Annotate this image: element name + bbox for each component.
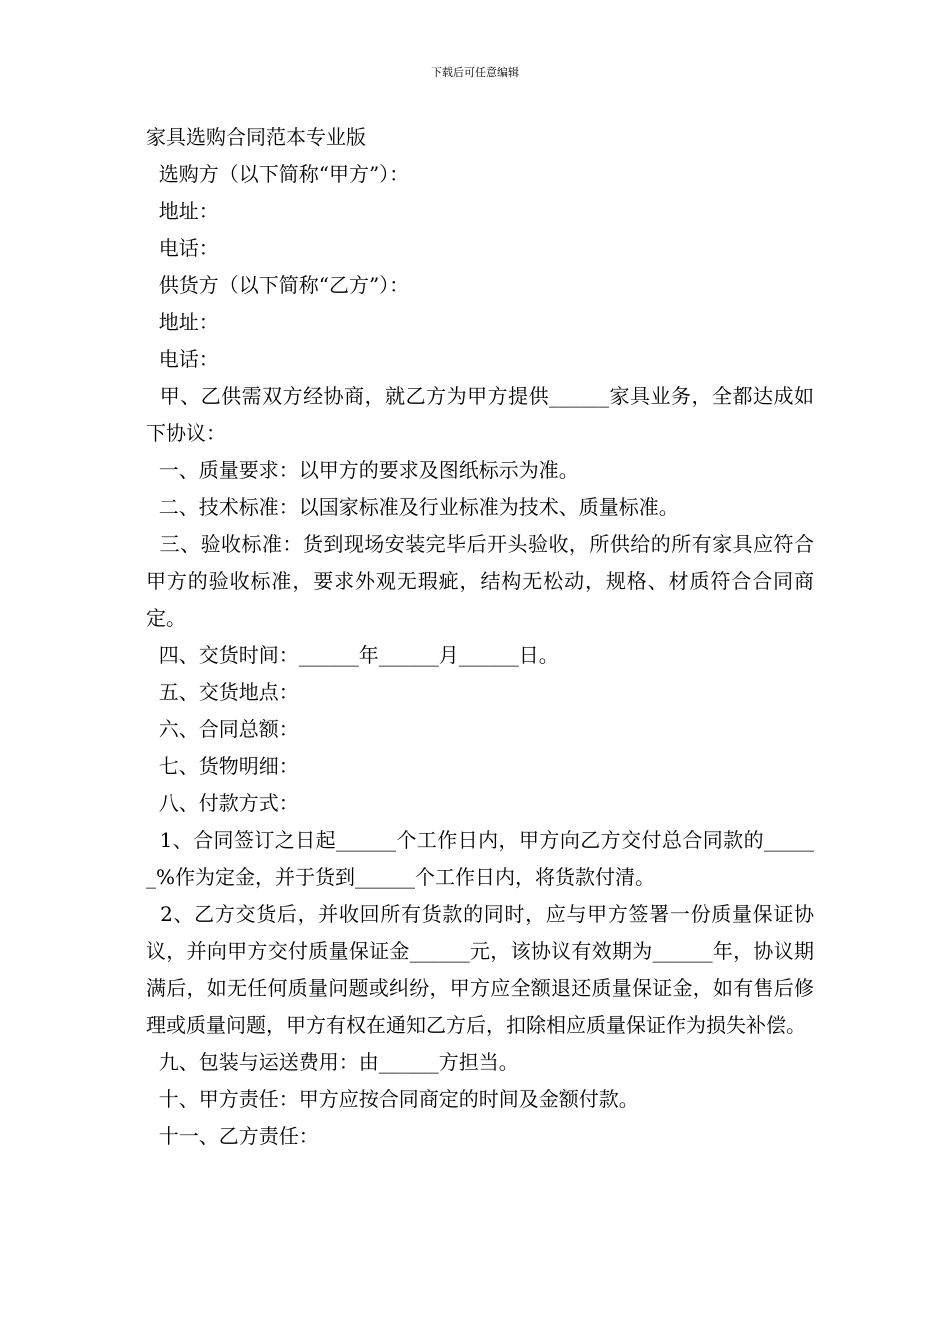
supplier-phone-line: 电话： [146, 347, 219, 371]
clause-delivery-place: 五、交货地点： [146, 680, 299, 704]
clause-quality: 一、质量要求：以甲方的要求及图纸标示为准。 [146, 458, 579, 482]
clause-party-a-duty: 十、甲方责任：甲方应按合同商定的时间及金额付款。 [146, 1087, 639, 1111]
clause-payment-method: 八、付款方式： [146, 791, 299, 815]
page-header-note: 下载后可任意编辑 [431, 66, 519, 79]
clause-technical-standard: 二、技术标准：以国家标准及行业标准为技术、质量标准。 [146, 495, 679, 519]
payment-item-1: 1、合同签订之日起______个工作日内，甲方向乙方交付总合同款的______%作为定金，并于货到______个工作日内，将货款付清。 [146, 828, 814, 889]
document-title: 家具选购合同范本专业版 [146, 125, 366, 149]
buyer-phone-line: 电话： [146, 236, 219, 260]
clause-contract-total: 六、合同总额： [146, 717, 299, 741]
clause-packaging-shipping: 九、包装与运送费用：由______方担当。 [146, 1050, 519, 1074]
clause-acceptance: 三、验收标准：货到现场安装完毕后开头验收，所供给的所有家具应符合甲方的验收标准，要求外观无瑕疵，结构无松动，规格、材质符合合同商定。 [146, 532, 815, 630]
preamble-paragraph: 甲、乙供需双方经协商，就乙方为甲方提供______家具业务，全都达成如下协议： [146, 384, 814, 445]
clause-goods-detail: 七、货物明细： [146, 754, 299, 778]
clause-party-b-duty: 十一、乙方责任： [146, 1124, 319, 1148]
payment-item-2: 2、乙方交货后，并收回所有货款的同时，应与甲方签署一份质量保证协议，并向甲方交付质量保证金______元，该协议有效期为______年，协议期满后，如无任何质量问题或纠纷，甲方应全额退还质量保证金，如有售后修理或质量问题，甲方有权在通知乙方后，扣除相应质量保证作为损失补偿。 [146, 902, 814, 1037]
supplier-address-line: 地址： [146, 310, 219, 334]
supplier-party-line: 供货方（以下简称“乙方”）： [146, 273, 410, 297]
document-body [146, 119, 814, 1155]
buyer-party-line: 选购方（以下简称“甲方”）： [146, 162, 410, 186]
buyer-address-line: 地址： [146, 199, 219, 223]
clause-delivery-time: 四、交货时间：______年______月______日。 [146, 643, 559, 667]
